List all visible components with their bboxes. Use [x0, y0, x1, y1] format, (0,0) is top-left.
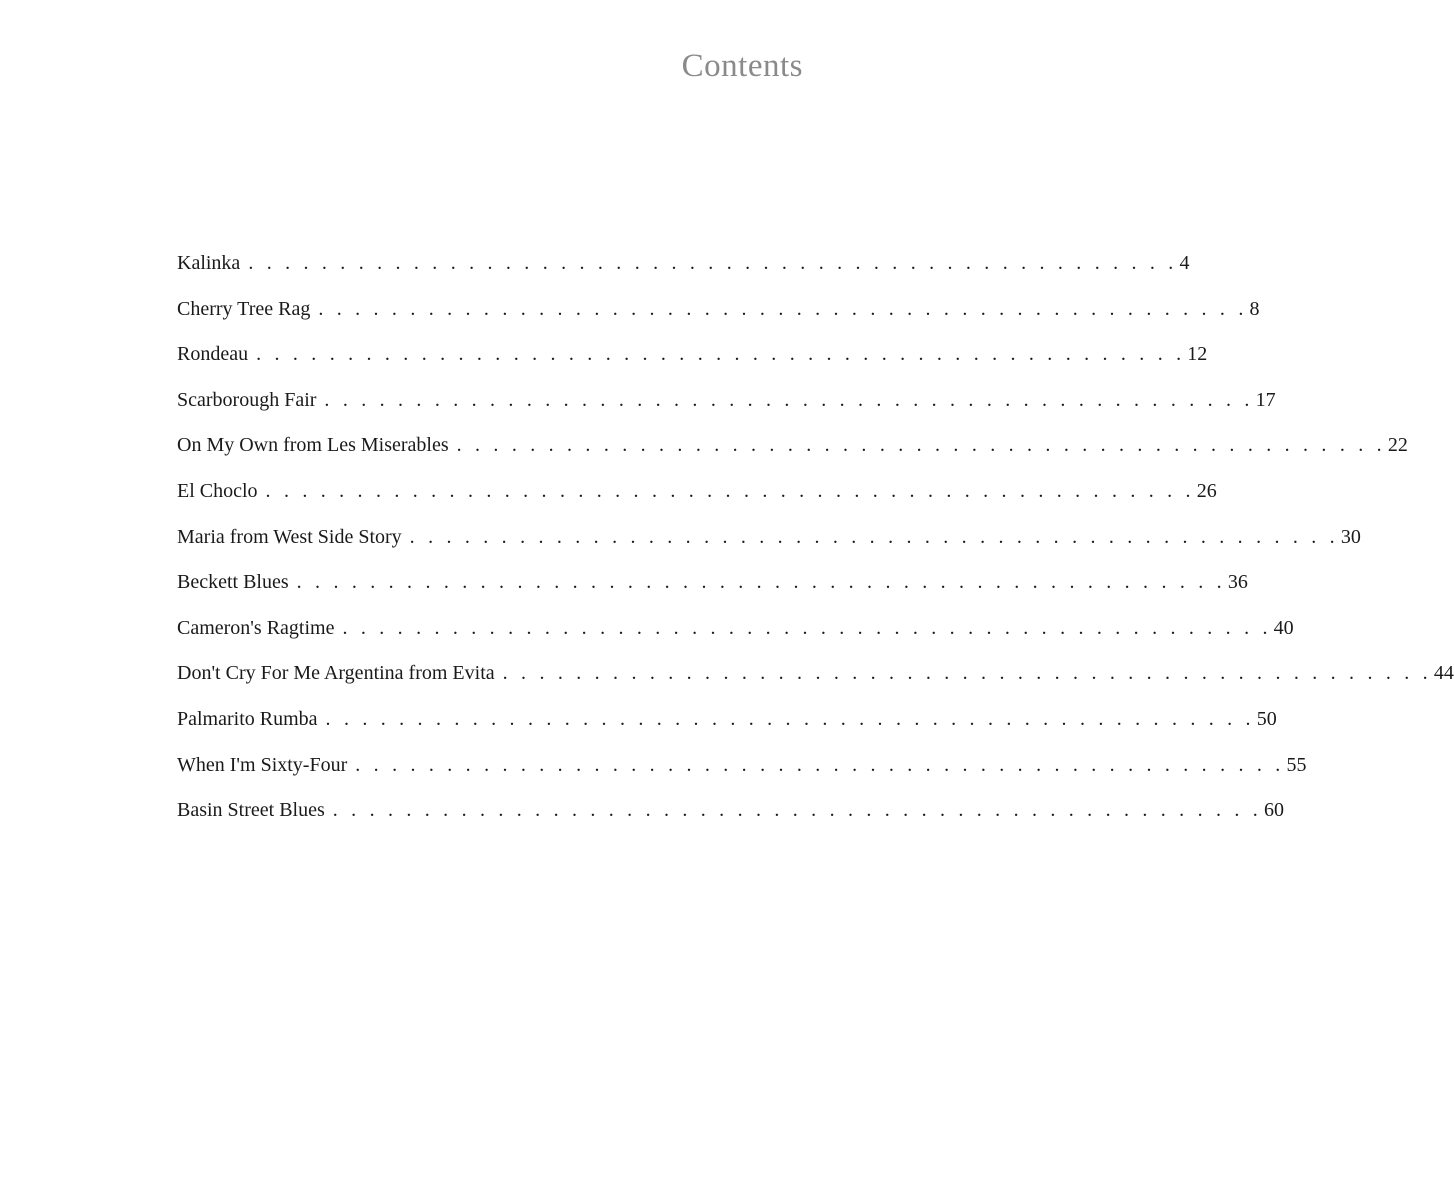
- dot-leader: . . . . . . . . . . . . . . . . . . . . . . . . . . . . . . . . . . . . . . . . . . . . . . . . . . .: [342, 616, 1272, 639]
- toc-entry-title: Scarborough Fair: [177, 388, 317, 411]
- toc-entry-maria[interactable]: [177, 515, 1361, 561]
- toc-entry-beckett-blues[interactable]: [177, 560, 1248, 606]
- toc-entry-kalinka[interactable]: [177, 241, 1190, 287]
- dot-leader: . . . . . . . . . . . . . . . . . . . . . . . . . . . . . . . . . . . . . . . . . . . . . . . . . . .: [324, 388, 1254, 411]
- dot-leader: . . . . . . . . . . . . . . . . . . . . . . . . . . . . . . . . . . . . . . . . . . . . . . . . . . .: [355, 753, 1285, 776]
- toc-entry-cherry-tree-rag[interactable]: [177, 287, 1260, 333]
- toc-entry-title: When I'm Sixty-Four: [177, 753, 348, 776]
- toc-entry-on-my-own[interactable]: [177, 423, 1408, 469]
- toc-entry-title: Cameron's Ragtime: [177, 616, 335, 639]
- toc-entry-page: 60: [1263, 799, 1284, 822]
- dot-leader: . . . . . . . . . . . . . . . . . . . . . . . . . . . . . . . . . . . . . . . . . . . . . . . . . . .: [296, 571, 1226, 594]
- toc-entry-title: On My Own from Les Miserables: [177, 434, 449, 457]
- dot-leader: . . . . . . . . . . . . . . . . . . . . . . . . . . . . . . . . . . . . . . . . . . . . . . . . . . .: [325, 707, 1255, 730]
- toc-entry-title: Beckett Blues: [177, 571, 289, 594]
- toc-entry-el-choclo[interactable]: [177, 469, 1217, 515]
- toc-entry-title: Basin Street Blues: [177, 799, 325, 822]
- toc-entry-basin-street-blues[interactable]: [177, 788, 1284, 834]
- dot-leader: . . . . . . . . . . . . . . . . . . . . . . . . . . . . . . . . . . . . . . . . . . . . . . . . . . .: [256, 343, 1186, 366]
- toc-entry-page: 17: [1255, 388, 1276, 411]
- page-title: Contents: [681, 48, 803, 84]
- dot-leader: . . . . . . . . . . . . . . . . . . . . . . . . . . . . . . . . . . . . . . . . . . . . . . . . . . .: [332, 799, 1262, 822]
- toc-entry-when-im-sixty-four[interactable]: [177, 743, 1307, 789]
- toc-entry-page: 8: [1249, 297, 1260, 320]
- toc-entry-title: Kalinka: [177, 252, 241, 274]
- toc-entry-rondeau[interactable]: [177, 332, 1208, 378]
- dot-leader: . . . . . . . . . . . . . . . . . . . . . . . . . . . . . . . . . . . . . . . . . . . . . . . . . . .: [248, 252, 1178, 274]
- toc-entry-palmarito-rumba[interactable]: [177, 697, 1277, 743]
- dot-leader: . . . . . . . . . . . . . . . . . . . . . . . . . . . . . . . . . . . . . . . . . . . . . . . . . . .: [456, 434, 1386, 457]
- toc-entry-page: 22: [1387, 434, 1408, 457]
- table-of-contents: [177, 241, 1454, 834]
- dot-leader: . . . . . . . . . . . . . . . . . . . . . . . . . . . . . . . . . . . . . . . . . . . . . . . . . . .: [318, 297, 1248, 320]
- toc-entry-page: 40: [1273, 616, 1294, 639]
- toc-entry-page: 55: [1286, 753, 1307, 776]
- toc-entry-page: 12: [1187, 343, 1208, 366]
- toc-entry-page: 4: [1179, 252, 1190, 274]
- toc-entry-title: Palmarito Rumba: [177, 707, 318, 730]
- toc-entry-title: Maria from West Side Story: [177, 525, 402, 548]
- dot-leader: . . . . . . . . . . . . . . . . . . . . . . . . . . . . . . . . . . . . . . . . . . . . . . . . . . .: [502, 662, 1432, 685]
- toc-entry-title: Rondeau: [177, 343, 249, 366]
- dot-leader: . . . . . . . . . . . . . . . . . . . . . . . . . . . . . . . . . . . . . . . . . . . . . . . . . . .: [265, 479, 1195, 502]
- dot-leader: . . . . . . . . . . . . . . . . . . . . . . . . . . . . . . . . . . . . . . . . . . . . . . . . . . .: [409, 525, 1339, 548]
- toc-entry-title: Cherry Tree Rag: [177, 297, 311, 320]
- toc-entry-title: El Choclo: [177, 479, 258, 502]
- toc-entry-page: 30: [1340, 525, 1361, 548]
- toc-entry-page: 36: [1227, 571, 1248, 594]
- toc-entry-dont-cry-for-me-argentina[interactable]: [177, 651, 1454, 697]
- toc-entry-page: 44: [1433, 662, 1454, 685]
- toc-entry-camerons-ragtime[interactable]: [177, 606, 1294, 652]
- toc-entry-page: 50: [1256, 707, 1277, 730]
- toc-entry-title: Don't Cry For Me Argentina from Evita: [177, 662, 495, 685]
- toc-entry-scarborough-fair[interactable]: [177, 378, 1276, 424]
- toc-entry-page: 26: [1196, 479, 1217, 502]
